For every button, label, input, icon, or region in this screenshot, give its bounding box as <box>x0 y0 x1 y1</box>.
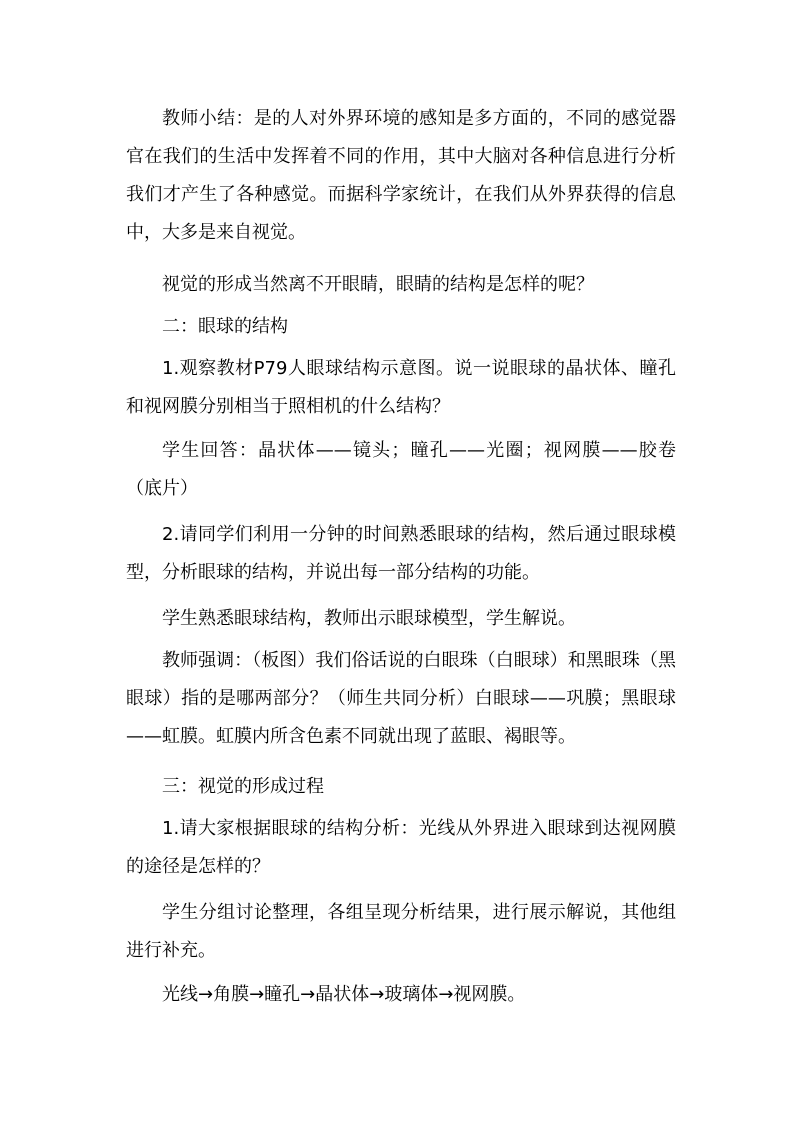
paragraph-light-path-question: 1.请大家根据眼球的结构分析：光线从外界进入眼球到达视网膜的途径是怎样的？ <box>126 818 676 877</box>
paragraph-student-answer: 学生回答：晶状体——镜头；瞳孔——光圈；视网膜——胶卷（底片） <box>126 440 676 499</box>
paragraph-group-discussion: 学生分组讨论整理，各组呈现分析结果，进行展示解说，其他组进行补充。 <box>126 902 676 961</box>
section-heading-vision-formation: 三：视觉的形成过程 <box>162 776 324 797</box>
paragraph-question-eye-structure: 视觉的形成当然离不开眼睛，眼睛的结构是怎样的呢？ <box>162 274 594 295</box>
section-heading-eyeball-structure: 二：眼球的结构 <box>162 316 288 337</box>
paragraph-light-path: 光线→角膜→瞳孔→晶状体→玻璃体→视网膜。 <box>162 984 526 1005</box>
paragraph-observe-diagram: 1.观察教材P79人眼球结构示意图。说一说眼球的晶状体、瞳孔和视网膜分别相当于照相机的什么结构？ <box>126 358 676 417</box>
paragraph-teacher-emphasis: 教师强调：（板图）我们俗话说的白眼珠（白眼球）和黑眼珠（黑眼球）指的是哪两部分？（师生共同分析）白眼球——巩膜；黑眼球——虹膜。虹膜内所含色素不同就出现了蓝眼、褐眼等。 <box>126 650 676 747</box>
paragraph-eye-model: 2.请同学们利用一分钟的时间熟悉眼球的结构，然后通过眼球模型，分析眼球的结构，并说出每一部分结构的功能。 <box>126 524 676 583</box>
paragraph-student-explain: 学生熟悉眼球结构，教师出示眼球模型，学生解说。 <box>162 608 576 629</box>
paragraph-teacher-summary: 教师小结：是的人对外界环境的感知是多方面的，不同的感觉器官在我们的生活中发挥着不同的作用，其中大脑对各种信息进行分析我们才产生了各种感觉。而据科学家统计，在我们从外界获得的信息中，大多是来自视觉。 <box>126 108 676 243</box>
